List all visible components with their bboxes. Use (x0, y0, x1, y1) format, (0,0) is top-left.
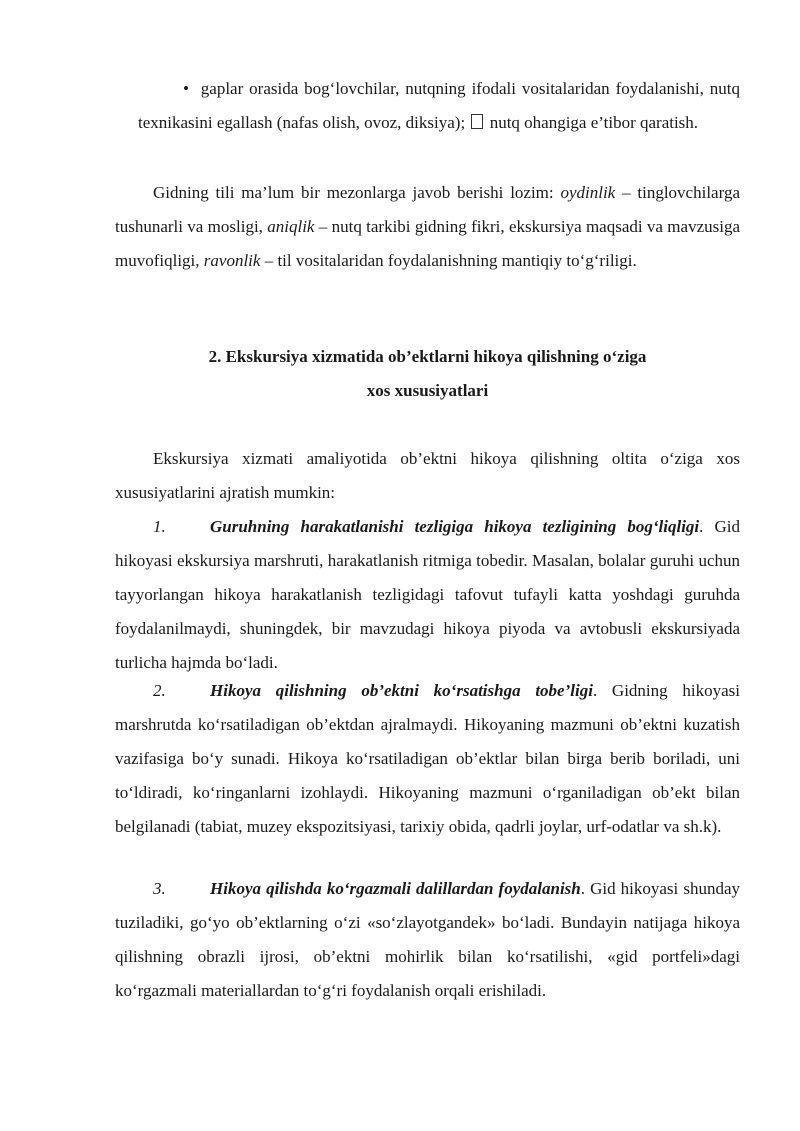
item-title: Guruhning harakatlanishi tezligiga hikoya tezligining bog‘liqligi (210, 517, 700, 536)
missing-glyph-icon (471, 114, 483, 129)
item-body: . Gid hikoyasi ekskursiya marshruti, harakatlanish ritmiga tobedir. Masalan, bolalar guruhi uchun tayyorlangan hikoya harakatlanish tezligidagi tafovut tufayli katta yoshdagi guruhda foydalanilmaydi, shuningdek, bir mavzudagi hikoya piyoda va avtobusli ekskursiyada turlicha hajmda bo‘ladi. (115, 517, 740, 672)
text-run: – til vositalaridan foydalanishning mantiqiy to‘g‘riligi. (260, 251, 637, 270)
heading-line-2: xos xususiyatlari (366, 381, 489, 400)
heading-line-1: 2. Ekskursiya xizmatida ob’ektlarni hikoya qilishning o‘ziga (208, 347, 647, 366)
list-item (115, 674, 740, 844)
item-title: Hikoya qilishning ob’ektni ko‘rsatishga tobe’ligi (210, 681, 593, 700)
item-number: 1. (153, 517, 166, 536)
bullet-text-a: gaplar orasida bog‘lovchilar, nutqning ifodali vositalaridan foydalanishi, nutq texnikasini egallash (nafas olish, ovoz, diksiya); (138, 79, 741, 132)
intro-paragraph: Ekskursiya xizmati amaliyotida ob’ektni hikoya qilishning oltita o‘ziga xos xususiyatlarini ajratish mumkin: (115, 449, 740, 502)
term-oydinlik: oydinlik (560, 183, 616, 202)
item-body: . Gid hikoyasi shunday tuziladiki, go‘yo ob’ektlarning o‘zi «so‘zlayotgandek» bo‘ladi. Bundayin natijaga hikoya qilishning obrazli ijrosi, ob’ektni mohirlik bilan ko‘rsatilishi, «gid portfeli»dagi ko‘rgazmali materiallardan to‘g‘ri foydalanish orqali erishiladi. (115, 879, 740, 1000)
text-run: Gidning tili ma’lum bir mezonlarga javob berishi lozim: (153, 183, 561, 202)
item-title: Hikoya qilishda ko‘rgazmali dalillardan foydalanish (210, 879, 581, 898)
term-ravonlik: ravonlik (203, 251, 261, 270)
gid-language-paragraph (115, 176, 740, 278)
item-body: . Gidning hikoyasi marshrutda ko‘rsatiladigan ob’ektdan ajralmaydi. Hikoyaning mazmuni ob’ektni kuzatish vazifasiga bo‘y sunadi. Hikoya ko‘rsatiladigan ob’ektlar bilan birga berib boriladi, uni to‘ldiradi, ko‘ringanlarni izohlaydi. Hikoyaning mazmuni o‘rganiladigan ob’ekt bilan belgilanadi (tabiat, muzey ekspozitsiyasi, tarixiy obida, qadrli joylar, urf-odatlar va sh.k). (115, 681, 740, 836)
term-aniqlik: aniqlik (267, 217, 315, 236)
list-item (115, 510, 740, 680)
bullet-marker: • (183, 79, 189, 98)
list-item (115, 872, 740, 1008)
section-heading (115, 340, 740, 408)
item-number: 2. (153, 681, 166, 700)
text-run: – nutq tarkibi gidning fikri, ekskursiya maqsadi va mavzusiga muvofiqligi, (115, 217, 740, 270)
bullet-paragraph (138, 72, 740, 140)
text-run: – tinglovchilarga tushunarli va mosligi, (115, 183, 740, 236)
bullet-text-b: nutq ohangiga e’tibor qaratish. (489, 113, 699, 132)
item-number: 3. (153, 879, 166, 898)
